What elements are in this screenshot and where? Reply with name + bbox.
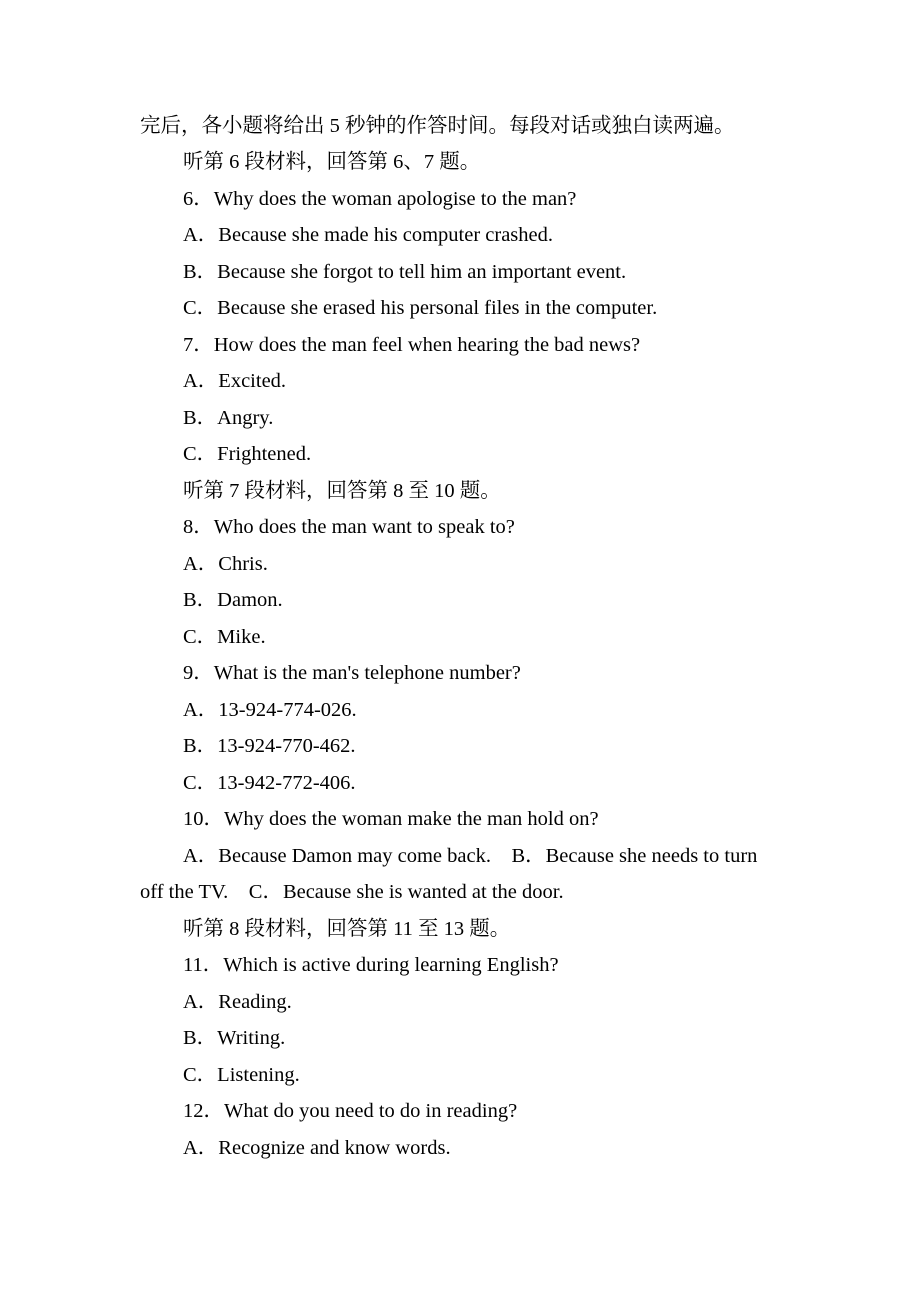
- question-12: 12．What do you need to do in reading?: [183, 1100, 518, 1122]
- question-7-option-a: A．Excited.: [183, 370, 287, 392]
- question-6: 6．Why does the woman apologise to the man?: [183, 188, 577, 210]
- question-9: 9．What is the man's telephone number?: [183, 662, 521, 684]
- question-8-option-c: C．Mike.: [183, 626, 266, 648]
- question-8-option-a: A．Chris.: [183, 553, 268, 575]
- question-12-option-a: A．Recognize and know words.: [183, 1137, 451, 1159]
- question-7: 7．How does the man feel when hearing the bad news?: [183, 334, 641, 356]
- question-6-option-b: B．Because she forgot to tell him an important event.: [183, 261, 627, 283]
- question-10: 10．Why does the woman make the man hold on?: [183, 808, 599, 830]
- section-8-instruction: 听第 8 段材料，回答第 11 至 13 题。: [183, 918, 511, 940]
- question-7-option-b: B．Angry.: [183, 407, 274, 429]
- question-8: 8．Who does the man want to speak to?: [183, 516, 515, 538]
- question-9-option-a: A．13-924-774-026.: [183, 699, 357, 721]
- intro-continuation: 完后，各小题将给出 5 秒钟的作答时间。每段对话或独白读两遍。: [140, 115, 735, 137]
- question-10-options-line-1: A．Because Damon may come back. B．Because she needs to turn: [183, 845, 758, 867]
- question-11-option-a: A．Reading.: [183, 991, 292, 1013]
- section-6-instruction: 听第 6 段材料，回答第 6、7 题。: [183, 151, 481, 173]
- question-11: 11．Which is active during learning English?: [183, 954, 559, 976]
- question-9-option-c: C．13-942-772-406.: [183, 772, 356, 794]
- question-10-options-line-2: off the TV. C．Because she is wanted at the door.: [140, 881, 564, 903]
- question-9-option-b: B．13-924-770-462.: [183, 735, 356, 757]
- question-11-option-c: C．Listening.: [183, 1064, 300, 1086]
- question-7-option-c: C．Frightened.: [183, 443, 312, 465]
- section-7-instruction: 听第 7 段材料，回答第 8 至 10 题。: [183, 480, 501, 502]
- question-6-option-c: C．Because she erased his personal files in the computer.: [183, 297, 658, 319]
- question-6-option-a: A．Because she made his computer crashed.: [183, 224, 554, 246]
- question-8-option-b: B．Damon.: [183, 589, 283, 611]
- question-11-option-b: B．Writing.: [183, 1027, 286, 1049]
